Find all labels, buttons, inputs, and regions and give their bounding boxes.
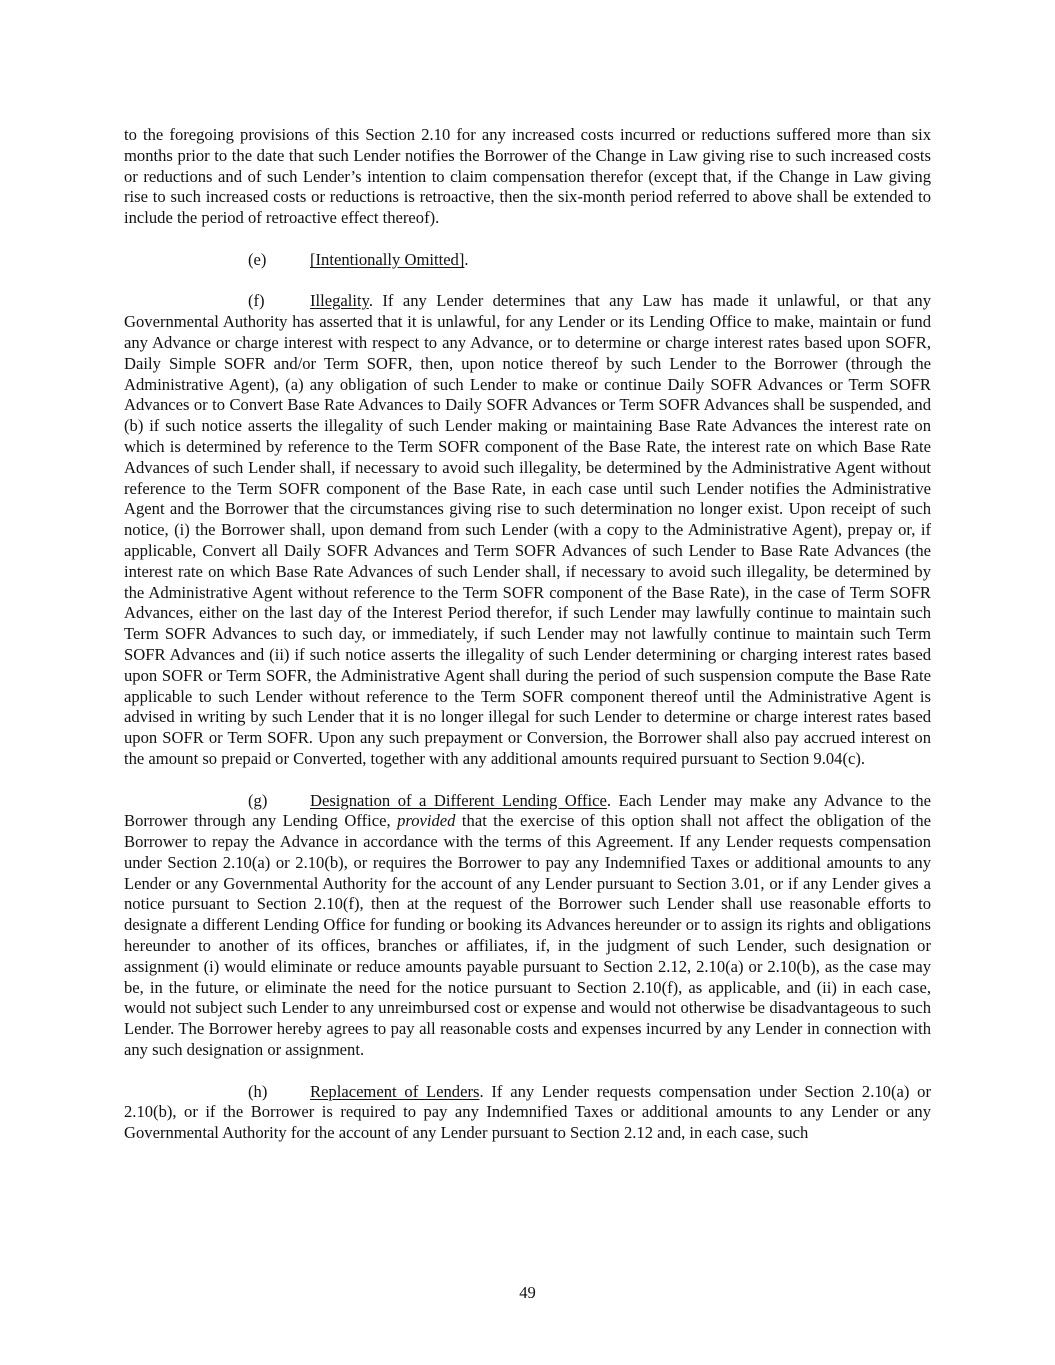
section-e-heading: [Intentionally Omitted] xyxy=(310,249,465,269)
section-f-heading: Illegality xyxy=(310,291,369,311)
section-f-paragraph xyxy=(124,291,931,769)
section-g-heading: Designation of a Different Lending Office xyxy=(310,790,607,810)
section-g-paragraph xyxy=(124,791,931,1061)
section-f-label: (f) xyxy=(248,291,265,311)
section-f-text: . If any Lender determines that any Law has made it unlawful, or that any Governmental Authority has asserted that it is unlawful, for any Lender or its Lending Office to make, maintain or fund any Advance or charge interest with respect to any Advance, or to determine or charge interest rates based upon SOFR, Daily Simple SOFR and/or Term SOFR, then, upon notice thereof by such Lender to the Borrower (through the Administrative Agent), (a) any obligation of such Lender to make or continue Daily SOFR Advances or Term SOFR Advances or to Convert Base Rate Advances to Daily SOFR Advances or Term SOFR Advances shall be suspended, and (b) if such notice asserts the illegality of such Lender making or maintaining Base Rate Advances the interest rate on which is determined by reference to the Term SOFR component of the Base Rate, the interest rate on which Base Rate Advances of such Lender shall, if necessary to avoid such illegality, be determined by the Administrative Agent without reference to the Term SOFR component of the Base Rate, in each case until such Lender notifies the Administrative Agent and the Borrower that the circumstances giving rise to such determination no longer exist. Upon receipt of such notice, (i) the Borrower shall, upon demand from such Lender (with a copy to the Administrative Agent), prepay or, if applicable, Convert all Daily SOFR Advances and Term SOFR Advances of such Lender to Base Rate Advances (the interest rate on which Base Rate Advances of such Lender shall, if necessary to avoid such illegality, be determined by the Administrative Agent without reference to the Term SOFR component of the Base Rate), in the case of Term SOFR Advances, either on the last day of the Interest Period therefor, if such Lender may lawfully continue to maintain such Term SOFR Advances to such day, or immediately, if such Lender may not lawfully continue to maintain such Term SOFR Advances and (ii) if such notice asserts the illegality of such Lender determining or charging interest rates based upon SOFR or Term SOFR, the Administrative Agent shall during the period of such suspension compute the Base Rate applicable to such Lender without reference to the Term SOFR component thereof until the Administrative Agent is advised in writing by such Lender that it is no longer illegal for such Lender to determine or charge interest rates based upon SOFR or Term SOFR. Upon any such prepayment or Conversion, the Borrower shall also pay accrued interest on the amount so prepaid or Converted, together with any additional amounts required pursuant to Section 9.04(c). xyxy=(124,291,931,768)
section-e-heading-period: . xyxy=(464,249,469,269)
continuation-paragraph: to the foregoing provisions of this Section 2.10 for any increased costs incurred or reductions suffered more than six months prior to the date that such Lender notifies the Borrower of the Change in Law giving rise to such increased costs or reductions and of such Lender’s intention to claim compensation therefor (except that, if the Change in Law giving rise to such increased costs or reductions is retroactive, then the six-month period referred to above shall be extended to include the period of retroactive effect thereof). xyxy=(124,125,931,228)
section-h-label: (h) xyxy=(248,1081,268,1101)
section-e-paragraph xyxy=(124,250,931,271)
section-h-text: . If any Lender requests compensation under Section 2.10(a) or 2.10(b), or if the Borrower is required to pay any Indemnified Taxes or additional amounts to any Lender or any Governmental Authority for the account of any Lender pursuant to Section 2.12 and, in each case, such xyxy=(124,1081,931,1143)
section-g-label: (g) xyxy=(248,790,268,810)
section-h-heading: Replacement of Lenders xyxy=(310,1081,480,1101)
section-e-label: (e) xyxy=(248,249,267,269)
section-g-text-before-italic: . Each Lender may make any Advance to the Borrower through any Lending Office, xyxy=(124,790,931,831)
document-body xyxy=(124,125,931,1165)
section-h-paragraph xyxy=(124,1082,931,1144)
section-g-text-after-italic: that the exercise of this option shall not affect the obligation of the Borrower to repay the Advance in accordance with the terms of this Agreement. If any Lender requests compensation under Section 2.10(a) or 2.10(b), or requires the Borrower to pay any Indemnified Taxes or additional amounts to any Lender or any Governmental Authority for the account of any Lender pursuant to Section 3.01, or if any Lender gives a notice pursuant to Section 2.10(f), then at the request of the Borrower such Lender shall use reasonable efforts to designate a different Lending Office for funding or booking its Advances hereunder or to assign its rights and obligations hereunder to another of its offices, branches or affiliates, if, in the judgment of such Lender, such designation or assignment (i) would eliminate or reduce amounts payable pursuant to Section 2.12, 2.10(a) or 2.10(b), as the case may be, in the future, or eliminate the need for the notice pursuant to Section 2.10(f), as applicable, and (ii) in each case, would not subject such Lender to any unreimbursed cost or expense and would not otherwise be disadvantageous to such Lender. The Borrower hereby agrees to pay all reasonable costs and expenses incurred by any Lender in connection with any such designation or assignment. xyxy=(124,811,931,1060)
page-number: 49 xyxy=(519,1283,536,1302)
section-g-provided-italic: provided xyxy=(397,811,456,831)
